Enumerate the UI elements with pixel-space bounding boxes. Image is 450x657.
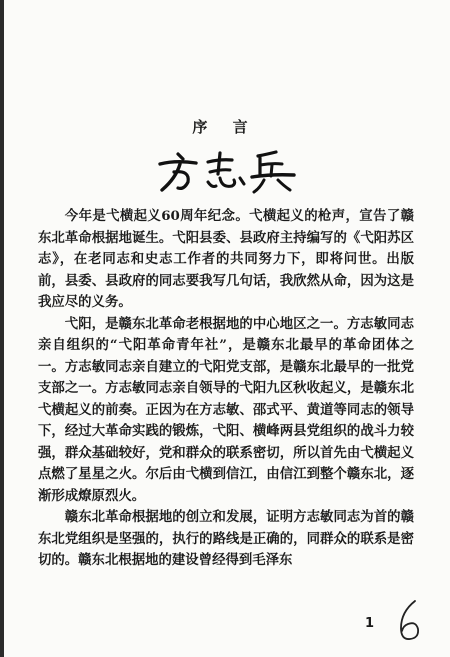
handwritten-signature (150, 148, 300, 196)
preface-body (38, 206, 414, 572)
page-number: 1 (365, 616, 375, 631)
handwritten-page-mark (395, 598, 425, 643)
paragraph-3: 赣东北革命根据地的创立和发展，证明方志敏同志为首的赣东北党组织是坚强的，执行的路线是正确的，同群众的联系是密切的。赣东北根据地的建设曾经得到毛泽东 (38, 509, 414, 568)
page-title: 序 言 (192, 118, 258, 136)
paragraph-1: 今年是弋横起义60周年纪念。弋横起义的枪声，宣告了赣东北革命根据地诞生。弋阳县委、县政府主持编写的《弋阳苏区志》，在老同志和史志工作者的共同努力下，即将问世。出版前，县委、县政府的同志要我写几句话，我欣然从命，因为这是我应尽的义务。 (38, 208, 414, 310)
page-edge (0, 0, 4, 657)
paragraph-2: 弋阳，是赣东北革命老根据地的中心地区之一。方志敏同志亲自组织的“弋阳革命青年社”，是赣东北最早的革命团体之一。方志敏同志亲自建立的弋阳党支部，是赣东北最早的一批党支部之一。方志敏同志亲自领导的弋阳九区秋收起义，是赣东北弋横起义的前奏。正因为在方志敏、邵式平、黄道等同志的领导下，经过大革命实践的锻炼，弋阳、横峰两县党组织的战斗力较强，群众基础较好，党和群众的联系密切，所以首先由弋横起义点燃了星星之火。尔后由弋横到信江，由信江到整个赣东北，逐渐形成燎原烈火。 (38, 315, 414, 504)
